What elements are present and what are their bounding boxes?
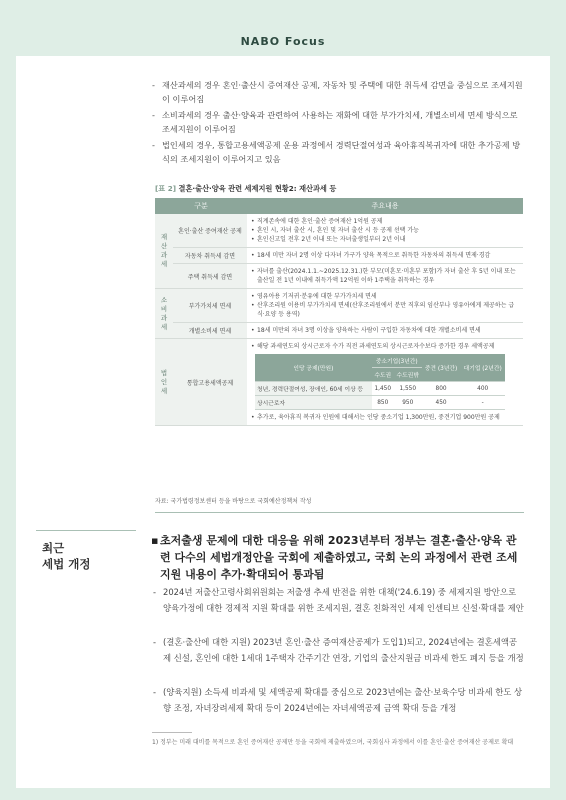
row-label: 개별소비세 면세 [173, 323, 247, 339]
sub-header-large: 대기업 (2년간) [460, 354, 505, 382]
table-title: 결혼·출산·양육 관련 세제지원 현황2: 재산과세 등 [178, 184, 337, 193]
sub-header-mid: 중견 (3년간) [422, 354, 461, 382]
intro-bullet-text: 소비과세의 경우 출산·양육과 관련하여 사용하는 재화에 대한 부가가치세, 개별소비세 면세 방식으로 조세지원이 이루어짐 [162, 110, 518, 134]
row-label: 주택 취득세 감면 [173, 264, 247, 289]
row-content [247, 248, 523, 264]
table-row [155, 339, 523, 426]
intro-bullet: - 법인세의 경우, 통합고용세액공제 운용 과정에서 경력단절여성과 육아휴직복귀자에 대한 추가공제 방식의 조세지원이 이루어지고 있음 [152, 140, 521, 164]
col-header-content: 주요내용 [247, 198, 523, 214]
content-item: • 추가로, 육아휴직 복귀자 인원에 대해서는 인당 중소기업 1,300만원, 중견기업 900만원 공제 [251, 413, 519, 422]
sub-cell: 800 [422, 382, 461, 396]
sub-cell: 850 [372, 396, 394, 410]
row-content [247, 214, 523, 248]
content-item: • 혼인신고일 전후 2년 이내 또는 자녀출생일부터 2년 이내 [251, 235, 519, 244]
intro-bullet: - 재산과세의 경우 혼인·출산시 증여재산 공제, 자동차 및 주택에 대한 취득세 감면을 중심으로 조세지원이 이루어짐 [152, 80, 523, 104]
bottom-margin-strip [0, 788, 566, 800]
row-label: 자동차 취득세 감면 [173, 248, 247, 264]
table-row [155, 214, 523, 248]
sub-bullet-text: (양육지원) 소득세 비과세 및 세액공제 확대를 중심으로 2023년에는 출산·보육수당 비과세 한도 상향 조정, 자녀장려세제 확대 등이 2024년에는 자녀세액공제 금액 확대 등을 개정 [163, 687, 523, 713]
content-item: • 직계존속에 대한 혼인·출산 증여재산 1억원 공제 [251, 217, 519, 226]
sub-cell: 1,450 [372, 382, 394, 396]
footnote: 1) 정부는 미래 대비를 목적으로 혼인 증여재산 공제만 등을 국회에 제출하였으며, 국회심사 과정에서 이를 혼인·출산 증여재산 공제로 확대 [152, 739, 514, 746]
table-number: [표 2] [155, 184, 177, 193]
sub-bullet-text: (결혼·출산에 대한 지원) 2023년 혼인·출산 증여재산공제가 도입1)되고, 2024년에는 결혼세액공제 신설, 혼인에 대한 1세대 1주택자 간주기간 연장, 기업의 출산지원금 비과세 한도 폐지 등을 개정 [163, 637, 524, 663]
sub-bullet: - (양육지원) 소득세 비과세 및 세액공제 확대를 중심으로 2023년에는 출산·보육수당 비과세 한도 상향 조정, 자녀장려세제 확대 등이 2024년에는 자녀세액공제 금액 확대 등을 개정 [153, 687, 523, 713]
sub-bullet: - (결혼·출산에 대한 지원) 2023년 혼인·출산 증여재산공제가 도입1)되고, 2024년에는 결혼세액공제 신설, 혼인에 대한 1세대 1주택자 간주기간 연장, 기업의 출산지원금 비과세 한도 폐지 등을 개정 [153, 637, 524, 663]
intro-bullet-text: 법인세의 경우, 통합고용세액공제 운용 과정에서 경력단절여성과 육아휴직복귀자에 대한 추가공제 방식의 조세지원이 이루어지고 있음 [162, 140, 521, 164]
content-item: • 산후조리원 이용비 부가가치세 면세(산후조리원에서 분만 직후의 임산부나 영유아에게 제공하는 급식·요양 등 용역) [251, 301, 519, 319]
content-item: • 해당 과세연도의 상시근로자 수가 직전 과세연도의 상시근로자수보다 증가한 경우 세액공제 [251, 342, 519, 351]
section-divider [155, 512, 524, 513]
table-caption [155, 184, 336, 194]
sub-bullet-text: 2024년 저출산고령사회위원회는 저출생 추세 반전을 위한 대책('24.6.19) 중 세제지원 방안으로 양육가정에 대한 경제적 지원 확대를 위한 조세지원, 결혼 친화적인 세제 인센티브 신설·확대를 제안 [163, 587, 524, 613]
content-item: • 18세 미만 자녀 2명 이상 다자녀 가구가 양육 목적으로 취득한 자동차의 취득세 면제·경감 [251, 251, 519, 260]
side-title-rule [36, 530, 136, 531]
row-label: 혼인·출산 증여재산 공제 [173, 214, 247, 248]
deduction-subtable [255, 354, 505, 410]
content-item: • 혼인 시, 자녀 출산 시, 혼인 및 자녀 출산 시 등 공제 선택 가능 [251, 226, 519, 235]
left-margin-strip [0, 56, 16, 800]
content-item: • 자녀를 출산(2024.1.1.~2025.12.31.)한 부모(미혼모·미혼부 포함)가 자녀 출산 후 5년 이내 또는 출산일 전 1년 이내에 취득가액 12억원 이하 1주택을 취득하는 경우 [251, 267, 519, 285]
sub-cell: 1,550 [394, 382, 422, 396]
sub-row-label: 청년, 경력단절여성, 장애인, 60세 이상 등 [255, 382, 372, 396]
table-row [155, 323, 523, 339]
row-label: 통합고용세액공제 [173, 339, 247, 426]
table-row [155, 289, 523, 323]
row-label: 부가가치세 면세 [173, 289, 247, 323]
content-item: • 18세 미만의 자녀 3명 이상을 양육하는 사람이 구입한 자동차에 대한 개별소비세 면세 [251, 326, 519, 335]
sub-cell: 400 [460, 382, 505, 396]
row-content [247, 289, 523, 323]
sub-header-sme: 중소기업(3년간) [372, 354, 422, 368]
content-item: • 영유아용 기저귀·분유에 대한 부가가치세 면세 [251, 292, 519, 301]
nabo-focus-logo: NABO Focus [240, 35, 326, 48]
table-header-row [155, 198, 523, 214]
table-source: 자료: 국가법령정보센터 등을 바탕으로 국회예산정책처 작성 [155, 498, 312, 505]
intro-bullet-text: 재산과세의 경우 혼인·출산시 증여재산 공제, 자동차 및 주택에 대한 취득세 감면을 중심으로 조세지원이 이루어짐 [162, 80, 523, 104]
col-header-category: 구분 [155, 198, 247, 214]
sub-cell: - [460, 396, 505, 410]
side-title-line: 최근 [42, 541, 65, 555]
sub-row [255, 382, 505, 396]
sub-row [255, 396, 505, 410]
row-content [247, 339, 523, 426]
group-consumption: 소비과세 [155, 289, 173, 339]
row-content [247, 264, 523, 289]
sub-header-noncapital: 수도권밖 [394, 368, 422, 382]
sub-row-label: 상시근로자 [255, 396, 372, 410]
table-row [155, 264, 523, 289]
tax-support-table [155, 198, 523, 426]
table-row [155, 248, 523, 264]
footnote-rule [152, 732, 192, 733]
group-corporate: 법인세 [155, 339, 173, 426]
sub-bullet: - 2024년 저출산고령사회위원회는 저출생 추세 반전을 위한 대책('24.6.19) 중 세제지원 방안으로 양육가정에 대한 경제적 지원 확대를 위한 조세지원, 결혼 친화적인 세제 인센티브 신설·확대를 제안 [153, 587, 524, 613]
lead-text: 초저출생 문제에 대한 대응을 위해 2023년부터 정부는 결혼·출산·양육 관련 다수의 세법개정안을 국회에 제출하였고, 국회 논의 과정에서 관련 조세지원 내용이 추가·확대되어 통과됨 [160, 534, 518, 581]
side-title-line: 세법 개정 [42, 557, 91, 571]
row-content [247, 323, 523, 339]
right-margin-strip [550, 56, 566, 800]
sub-cell: 950 [394, 396, 422, 410]
group-property: 재산과세 [155, 214, 173, 289]
sub-header-capital: 수도권 [372, 368, 394, 382]
sub-cell: 450 [422, 396, 461, 410]
intro-bullet: - 소비과세의 경우 출산·양육과 관련하여 사용하는 재화에 대한 부가가치세, 개별소비세 면세 방식으로 조세지원이 이루어짐 [152, 110, 518, 134]
side-title [42, 540, 122, 572]
sub-header-label: 인당 공제(만원) [255, 354, 372, 382]
lead-paragraph [151, 532, 526, 583]
square-bullet-icon: ▪ [151, 534, 159, 547]
